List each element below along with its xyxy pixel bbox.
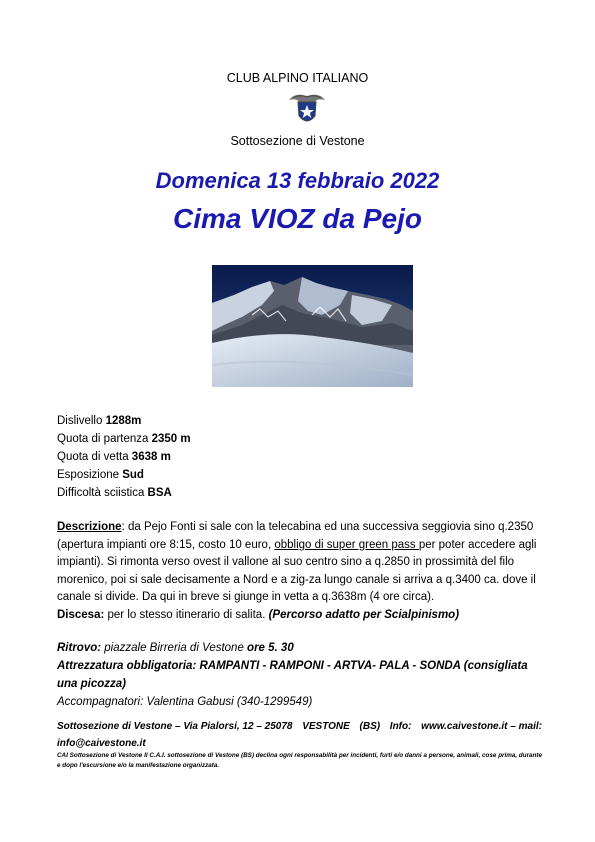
- footer-website-link[interactable]: www.caivestone.it – mail:: [421, 721, 542, 732]
- section-name: Sottosezione di Vestone: [230, 134, 365, 148]
- guides: Accompagnatori: Valentina Gabusi (340-1299549): [57, 696, 313, 708]
- footer-info-label: Info:: [389, 721, 412, 732]
- event-title: Cima VIOZ da Pejo: [173, 203, 422, 234]
- footer-prov: (BS): [359, 721, 381, 732]
- green-pass-notice: obbligo di super green pass: [274, 538, 419, 551]
- descent-note: (Percorso adatto per Scialpinismo): [268, 608, 460, 621]
- mountain-photo: [212, 265, 413, 387]
- footer-contact: [57, 718, 542, 752]
- description-label: Descrizione: [57, 521, 122, 533]
- cai-logo-icon: [287, 88, 327, 128]
- descent-label: Discesa:: [57, 608, 105, 621]
- footer-email-link[interactable]: info@caivestone.it: [57, 738, 146, 749]
- description-text-b: per poter accedere agli impianti). Si rimonta verso ovest il vallone al suo centro sino a q.2850 in prossimità del filo morenico, poi si sale decisamente a Nord e a zig-za lungo canale si arriva a q.3400 ca. dove il canale si divide. Da qui in breve si giunge in vetta a q.3638m (4 ore circa).: [57, 538, 537, 603]
- descent-text: per lo stesso itinerario di salita.: [104, 608, 269, 621]
- route-stats: [57, 412, 191, 502]
- stat-difficulty: Difficoltà sciistica BSA: [57, 487, 172, 499]
- event-info: [57, 639, 547, 711]
- club-name: CLUB ALPINO ITALIANO: [226, 71, 369, 85]
- stat-exposure: Esposizione Sud: [57, 469, 144, 481]
- footer-disclaimer: CAI Sottosezione di Vestone Il C.A.I. sottosezione di Vestone (BS) declina ogni responsabilità per incidenti, furti e/o danni a persone, animali, cose prima, durante e dopo l'escursione e/o la manifestazione organizzata.: [57, 752, 542, 769]
- route-description: [57, 519, 540, 624]
- meeting-point: Ritrovo: piazzale Birreria di Vestone ore 5. 30: [57, 642, 294, 654]
- event-date: Domenica 13 febbraio 2022: [155, 168, 440, 193]
- mandatory-gear: Attrezzatura obbligatoria: RAMPANTI - RAMPONI - ARTVA- PALA - SONDA (consigliata una picozza): [57, 660, 528, 690]
- stat-elevation-gain: Dislivello 1288m: [57, 415, 142, 427]
- stat-start-altitude: Quota di partenza 2350 m: [57, 433, 191, 445]
- description-text-a: : da Pejo Fonti si sale con la telecabina ed una successiva seggiovia sino q.2350 (apertura impianti ore 8:15, costo 10 euro,: [57, 521, 534, 551]
- footer-address: Sottosezione di Vestone – Via Pialorsi, 12 – 25078: [57, 721, 293, 732]
- footer-city: VESTONE: [302, 721, 350, 732]
- stat-summit-altitude: Quota di vetta 3638 m: [57, 451, 171, 463]
